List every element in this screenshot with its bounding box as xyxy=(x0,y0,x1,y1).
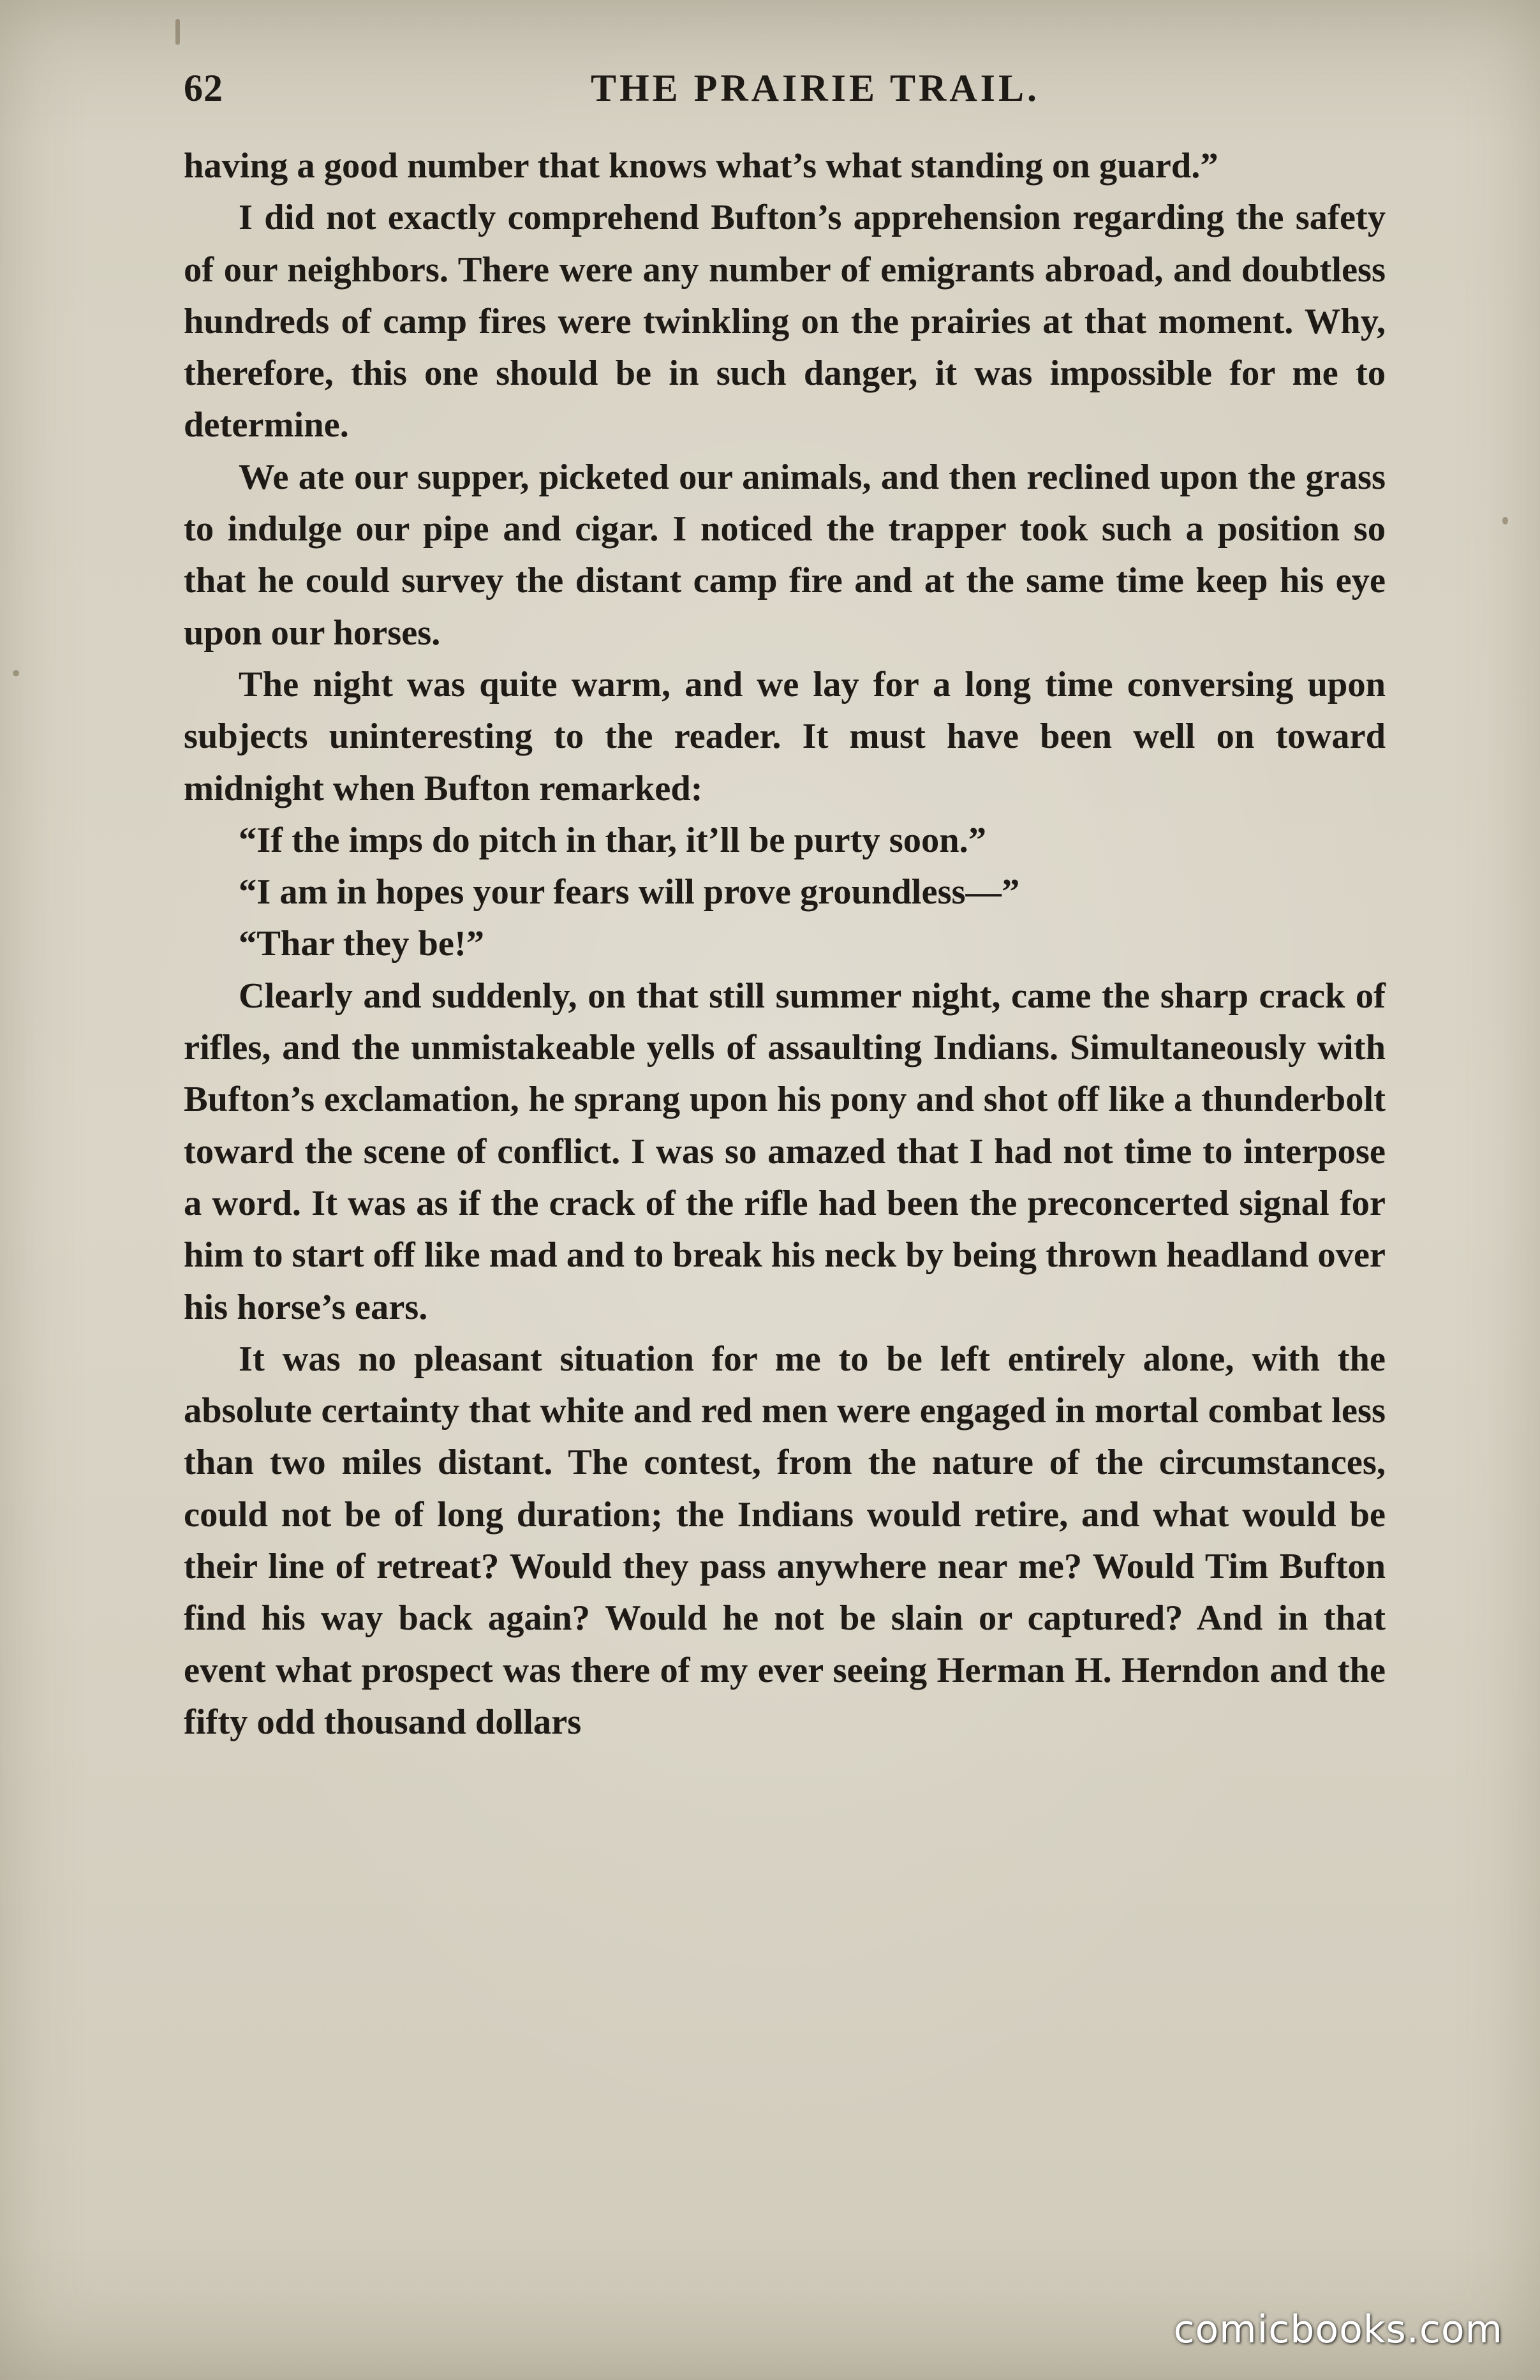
paragraph: Clearly and suddenly, on that still summer night, came the sharp crack of rifles, and the unmistakeable yells of assaulting Indians. Simultaneously with Bufton’s exclamation, he sprang upon his pony and shot off like a thunderbolt toward the scene of conflict. I was so amazed that I had not time to interpose a word. It was as if the crack of the rifle had been the preconcerted signal for him to start off like mad and to break his neck by being thrown headland over his horse’s ears. xyxy=(184,976,1386,1327)
body-text xyxy=(184,140,1386,1748)
paragraph: having a good number that knows what’s what standing on guard.” xyxy=(184,146,1218,186)
ink-speck xyxy=(1502,517,1508,524)
paragraph: We ate our supper, picketed our animals, and then reclined upon the grass to indulge our pipe and cigar. I noticed the trapper took such a position so that he could survey the distant camp fire and at the same time keep his eye upon our horses. xyxy=(184,457,1386,653)
dialogue-line: “I am in hopes your fears will prove groundless—” xyxy=(239,872,1020,912)
paragraph: I did not exactly comprehend Bufton’s apprehension regarding the safety of our neighbors. There were any number of emigrants abroad, and doubtless hundreds of camp fires were twinkling on the prairies at that moment. Why, therefore, this one should be in such danger, it was impossible for me to determine. xyxy=(184,198,1386,445)
ink-speck xyxy=(175,19,180,45)
page-number: 62 xyxy=(184,67,223,109)
paragraph: The night was quite warm, and we lay for a long time conversing upon subjects uninteresting to the reader. It must have been well on toward midnight when Bufton remarked: xyxy=(184,664,1386,808)
watermark: comicbooks.com xyxy=(1173,2307,1503,2352)
ink-speck xyxy=(13,670,19,676)
running-head: THE PRAIRIE TRAIL. xyxy=(590,67,1040,109)
dialogue-line: “Thar they be!” xyxy=(239,924,485,964)
paragraph: It was no pleasant situation for me to be left entirely alone, with the absolute certainty that white and red men were engaged in mortal combat less than two miles distant. The contest, from the nature of the circumstances, could not be of long duration; the Indians would retire, and what would be their line of retreat? Would they pass anywhere near me? Would Tim Bufton find his way back again? Would he not be slain or captured? And in that event what prospect was there of my ever seeing Herman H. Herndon and the fifty odd thousand dollars xyxy=(184,1339,1386,1742)
dialogue-line: “If the imps do pitch in thar, it’ll be purty soon.” xyxy=(239,820,987,860)
page-header xyxy=(184,66,1389,128)
